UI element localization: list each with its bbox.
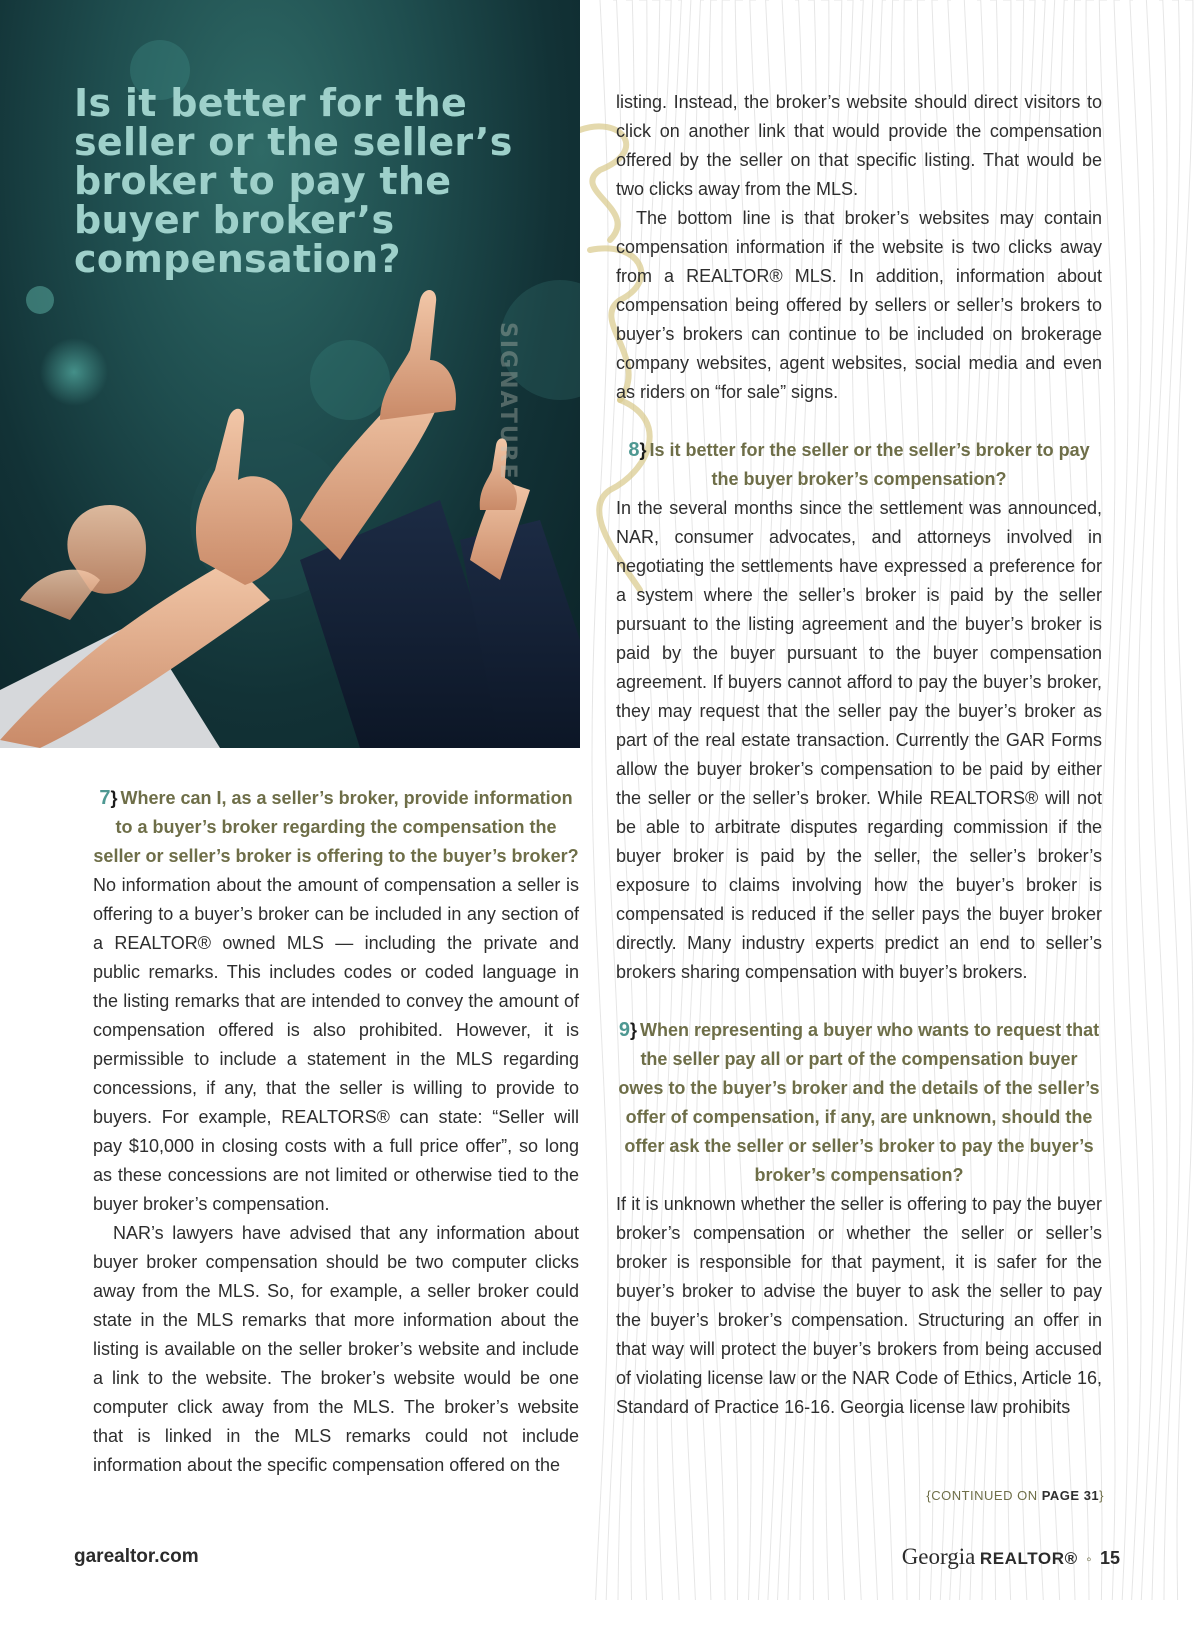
right-column bbox=[616, 88, 1102, 1422]
hero-photo bbox=[0, 0, 580, 748]
background-wave-line bbox=[1177, 0, 1193, 1600]
continued-on-page-note bbox=[926, 1488, 1104, 1503]
continued-text: CONTINUED ON bbox=[931, 1488, 1038, 1503]
footer-separator: ◦ bbox=[1086, 1551, 1092, 1568]
signature-watermark: SIGNATURE bbox=[495, 322, 520, 481]
question-7-number: 7 bbox=[99, 787, 111, 809]
question-7-brace: } bbox=[110, 788, 118, 808]
question-9-text: When representing a buyer who wants to request that the seller pay all or part of the compensation buyer owes to the buyer’s broker and the details of the seller’s offer of compensation, if any, are unknown, should the offer ask the seller or seller’s broker to pay the buyer’s broker’s compensation? bbox=[618, 1020, 1100, 1185]
question-9-heading bbox=[616, 1016, 1102, 1190]
question-7-heading bbox=[93, 784, 579, 871]
question-7-answer-p1: No information about the amount of compensation a seller is offering to a buyer’s broker can be included in any section of a REALTOR® owned MLS — including the private and public remarks. This includes codes or coded language in the listing remarks that are intended to convey the amount of compensation offered is also prohibited. However, it is permissible to include a statement in the MLS regarding concessions, if any, that the seller is willing to provide to buyers. For example, REALTORS® can state: “Seller will pay $10,000 in closing costs with a full price offer”, so long as these concessions are not limited or otherwise tied to the buyer broker’s compensation. bbox=[93, 875, 579, 1214]
question-9-number: 9 bbox=[618, 1019, 631, 1041]
question-9-brace: } bbox=[630, 1020, 638, 1040]
background-wave-line bbox=[1151, 0, 1167, 1600]
question-8-brace: } bbox=[639, 440, 647, 460]
question-8-number: 8 bbox=[628, 439, 640, 461]
continued-paragraph: listing. Instead, the broker’s website should direct visitors to click on another link that would provide the compensation offered by the seller on that specific listing. That would be two clicks away from the MLS. bbox=[616, 92, 1102, 199]
bottom-line-paragraph: The bottom line is that broker’s websites may contain compensation information if the website is two clicks away from a REALTOR® MLS. In addition, information about compensation being offered by sellers or seller’s brokers to buyer’s brokers can continue to be included on brokerage company websites, agent websites, social media and even as riders on “for sale” signs. bbox=[616, 208, 1102, 402]
page-headline: Is it better for the seller or the seller’s broker to pay the buyer broker’s compensation? bbox=[74, 81, 513, 281]
footer-brand: REALTOR® bbox=[979, 1549, 1078, 1568]
question-7-text: Where can I, as a seller’s broker, provide information to a buyer’s broker regarding the compensation the seller or seller’s broker is offering to the buyer’s broker? bbox=[93, 788, 579, 866]
question-8-text: Is it better for the seller or the seller’s broker to pay the buyer broker’s compensation? bbox=[649, 440, 1090, 489]
question-8-heading bbox=[616, 436, 1102, 494]
question-9-answer: If it is unknown whether the seller is offering to pay the buyer broker’s compensation or whether the seller or seller’s broker is responsible for that payment, it is safer for the buyer’s broker to advise the buyer to ask the seller to pay the buyer’s broker’s compensation. Structuring an offer in that way will protect the buyer’s brokers from being accused of violating license law or the NAR Code of Ethics, Article 16, Standard of Practice 16-16. Georgia license law prohibits bbox=[616, 1194, 1102, 1417]
continued-page: PAGE 31 bbox=[1041, 1488, 1100, 1503]
footer-website: garealtor.com bbox=[74, 1546, 199, 1567]
footer-magazine-name: Georgia bbox=[901, 1544, 976, 1569]
background-wave-line bbox=[592, 0, 608, 1600]
question-8-answer: In the several months since the settlement was announced, NAR, consumer advocates, and attorneys involved in negotiating the settlements have expressed a preference for a system where the seller’s broker is paid by the seller pursuant to the listing agreement and the buyer’s broker is paid by the buyer pursuant to the buyer compensation agreement. If buyers cannot afford to pay the buyer’s broker, they may request that the seller pay the buyer’s broker as part of the real estate transaction. Currently the GAR Forms allow the buyer broker’s compensation to be paid by either the seller or the seller’s broker. While REALTORS® will not be able to arbitrate disputes regarding commission if the buyer broker is paid by the seller, the seller’s broker’s exposure to claims involving how the buyer’s broker is compensated is reduced if the seller pays the buyer broker directly. Many industry experts predict an end to seller’s brokers sharing compensation with buyer’s brokers. bbox=[616, 498, 1102, 982]
continued-open-brace: { bbox=[926, 1488, 932, 1503]
page-number: 15 bbox=[1099, 1548, 1120, 1568]
left-column bbox=[93, 784, 579, 1480]
footer-folio bbox=[902, 1544, 1120, 1570]
question-7-answer-p2: NAR’s lawyers have advised that any information about buyer broker compensation should be two computer clicks away from the MLS. So, for example, a seller broker could state in the MLS remarks that more information about the listing is available on the seller broker’s website and include a link to the website. The broker’s website would be one computer click away from the MLS. The broker’s website that is linked in the MLS remarks could not include information about the specific compensation offered on the bbox=[93, 1223, 579, 1475]
continued-close-brace: } bbox=[1099, 1488, 1104, 1503]
